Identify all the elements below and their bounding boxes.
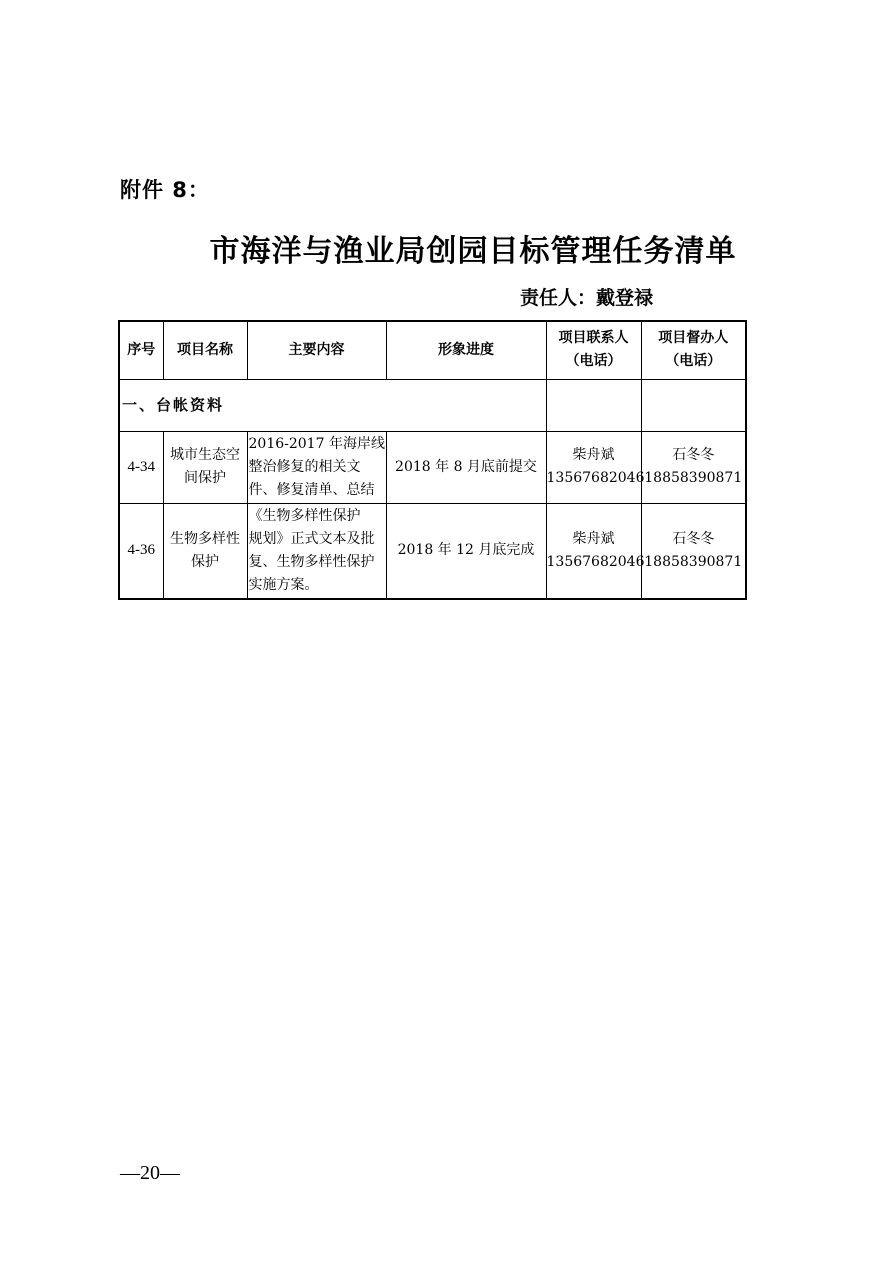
header-contact: [546, 321, 641, 379]
supervisor-name: 石冬冬: [672, 530, 715, 547]
header-supervisor-phone-label: （电话）: [665, 353, 722, 370]
section-empty-cell: [546, 379, 641, 431]
header-progress: 形象进度: [386, 321, 546, 379]
contact-phone: 13567682046: [546, 553, 645, 570]
header-contact-phone-label: （电话）: [565, 353, 622, 370]
contact-name: 柴舟斌: [572, 530, 615, 547]
row-seq: 4-34: [119, 431, 163, 503]
supervisor-phone: 18858390871: [644, 470, 743, 486]
row-progress: 2018 年 8 月底前提交: [386, 431, 546, 503]
supervisor-phone: 18858390871: [644, 553, 743, 570]
row-project-name: [163, 431, 247, 503]
header-project-name: 项目名称: [163, 321, 247, 379]
content-line: 规划》正式文本及批: [248, 530, 375, 547]
section-empty-cell: [641, 379, 746, 431]
row-supervisor: [641, 503, 746, 599]
task-table: [118, 320, 747, 600]
row-contact: [546, 431, 645, 503]
header-seq: 序号: [119, 321, 163, 379]
contact-name: 柴舟斌: [572, 447, 615, 463]
row-progress: 2018 年 12 月底完成: [386, 503, 546, 599]
section-label: 一、台帐资料: [119, 379, 546, 431]
row-contact: [546, 503, 645, 599]
responsible-person: 责任人：戴登禄: [520, 287, 654, 309]
table-row: [119, 503, 746, 599]
project-name-line: 间保护: [184, 470, 226, 486]
header-supervisor-label: 项目督办人: [658, 330, 729, 347]
content-line: 2016-2017 年海岸线: [248, 435, 385, 452]
content-line: 《生物多样性保护: [248, 507, 361, 524]
page-number: —20—: [120, 1162, 180, 1184]
table-header-row: [119, 321, 746, 379]
project-name-line: 生物多样性: [170, 530, 240, 547]
content-line: 整治修复的相关文: [248, 458, 361, 475]
row-project-name: [163, 503, 247, 599]
row-main-content: [247, 503, 386, 599]
content-line: 实施方案。: [248, 576, 319, 593]
header-main-content: 主要内容: [247, 321, 386, 379]
header-contact-label: 项目联系人: [558, 330, 629, 347]
row-seq: 4-36: [119, 503, 163, 599]
section-row: [119, 379, 746, 431]
attachment-label: 附件 8：: [120, 178, 210, 202]
content-line: 件、修复清单、总结: [248, 481, 375, 498]
row-supervisor: [641, 431, 746, 503]
row-main-content: [247, 431, 386, 503]
project-name-line: 城市生态空: [170, 447, 240, 463]
page-title: 市海洋与渔业局创园目标管理任务清单: [209, 234, 737, 269]
supervisor-name: 石冬冬: [672, 447, 715, 463]
content-line: 复、生物多样性保护: [248, 553, 375, 570]
table-row: [119, 431, 746, 503]
header-supervisor: [641, 321, 746, 379]
project-name-line: 保护: [191, 553, 219, 570]
contact-phone: 13567682046: [546, 470, 645, 486]
